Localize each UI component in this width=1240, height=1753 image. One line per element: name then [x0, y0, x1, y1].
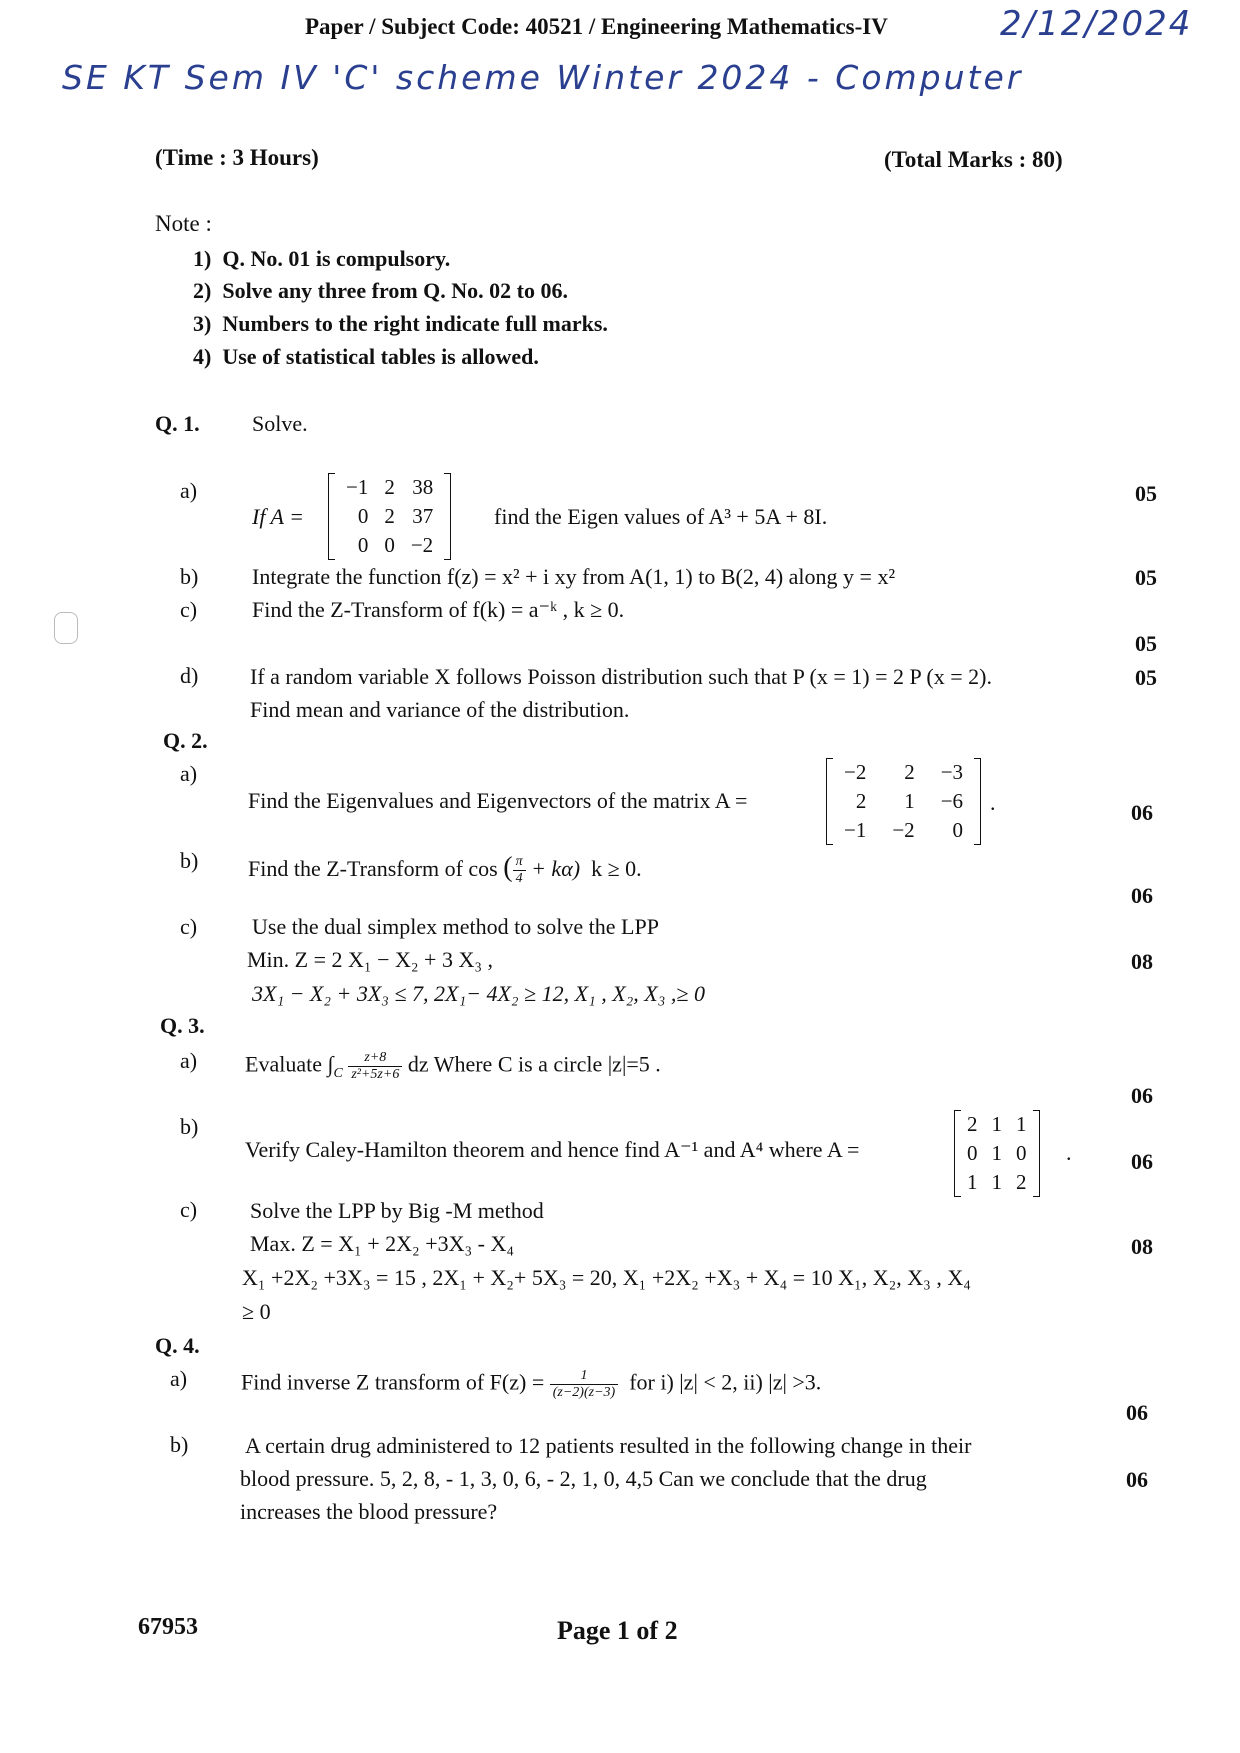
- note-item: 1) Q. No. 01 is compulsory.: [193, 246, 451, 271]
- matrix: −2 2 −3 2 1 −6 −1 −2 0: [826, 758, 981, 845]
- marks: 06: [1131, 1149, 1153, 1174]
- subquestion-label: a): [180, 761, 198, 786]
- page-number: Page 1 of 2: [557, 1616, 678, 1645]
- matrix: 2 1 1 0 1 0 1 1 2: [954, 1110, 1040, 1197]
- subquestion-label: b): [180, 1114, 199, 1139]
- subquestion-text: 3X₁ − X₂ + 3X₃ ≤ 7, 2X₁− 4X₂ ≥ 12, X₁ , X₂, X₃ ,≥ 0: [252, 981, 705, 1006]
- scan-mark: [54, 612, 78, 644]
- marks: 08: [1131, 1234, 1153, 1259]
- subquestion-text: Find mean and variance of the distribution.: [250, 697, 630, 722]
- subquestion-text: Evaluate $\int_C$ $\frac{z+8}{\text{z²+5z+6}}$ dz Where C is a circle |z|=5 .: [245, 1050, 661, 1082]
- subquestion-text: Use the dual simplex method to solve the LPP: [252, 914, 659, 939]
- notes-heading: Note :: [155, 211, 212, 236]
- total-marks: (Total Marks : 80): [884, 147, 1063, 172]
- marks: 05: [1135, 631, 1157, 656]
- subquestion-label: c): [180, 914, 198, 939]
- marks: 06: [1126, 1467, 1148, 1492]
- marks: 08: [1131, 949, 1153, 974]
- subquestion-text: Find inverse Z transform of F(z) = $\frac{1}{(z-2)(z-3)}$ for i) |z| < 2, ii) |z| >3.: [241, 1368, 822, 1400]
- subquestion-label: b): [180, 564, 199, 589]
- question-label: Q. 2.: [163, 728, 208, 753]
- subquestion-label: b): [170, 1432, 189, 1457]
- handwritten-exam-note: SE KT Sem IV 'C' scheme Winter 2024 - Computer: [62, 58, 1024, 97]
- marks: 06: [1131, 1083, 1153, 1108]
- subquestion-text: find the Eigen values of A³ + 5A + 8I.: [494, 504, 828, 529]
- subquestion-label: b): [180, 848, 199, 873]
- question-instruction: Solve.: [252, 411, 308, 436]
- question-label: Q. 1.: [155, 411, 200, 436]
- marks: 05: [1135, 665, 1157, 690]
- subquestion-text: If A =: [252, 504, 304, 529]
- footer-code: 67953: [138, 1614, 198, 1640]
- subquestion-text: X₁ +2X₂ +3X₃ = 15 , 2X₁ + X₂+ 5X₃ = 20, X₁ +2X₂ +X₃ + X₄ = 10 X₁, X₂, X₃ , X₄: [242, 1265, 971, 1290]
- question-label: Q. 3.: [160, 1013, 205, 1038]
- subquestion-text: increases the blood pressure?: [240, 1499, 498, 1524]
- marks: 05: [1135, 481, 1157, 506]
- subquestion-label: a): [180, 478, 198, 503]
- subquestion-text: Find the Z-Transform of cos ( $\frac{\pi}{4}$ + kα) k ≥ 0.: [248, 852, 642, 887]
- subquestion-text: Max. Z = X₁ + 2X₂ +3X₃ - X₄: [250, 1231, 515, 1256]
- subquestion-label: a): [170, 1366, 188, 1391]
- question-label: Q. 4.: [155, 1333, 200, 1358]
- subquestion-label: d): [180, 663, 199, 688]
- subquestion-text: Min. Z = 2 X₁ − X₂ + 3 X₃ ,: [247, 947, 494, 972]
- subquestion-text: ≥ 0: [242, 1299, 271, 1324]
- subquestion-text: Find the Eigenvalues and Eigenvectors of the matrix A =: [248, 788, 748, 813]
- marks: 06: [1131, 800, 1153, 825]
- subquestion-text: Verify Caley-Hamilton theorem and hence find A⁻¹ and A⁴ where A =: [245, 1137, 860, 1162]
- subquestion-label: c): [180, 597, 198, 622]
- handwritten-date: 2/12/2024: [1000, 4, 1193, 44]
- subquestion-text: A certain drug administered to 12 patients resulted in the following change in their: [245, 1433, 972, 1458]
- punctuation: .: [1066, 1140, 1072, 1165]
- marks: 06: [1126, 1400, 1148, 1425]
- subquestion-text: blood pressure. 5, 2, 8, - 1, 3, 0, 6, - 2, 1, 0, 4,5 Can we conclude that the drug: [240, 1466, 927, 1491]
- subquestion-text: If a random variable X follows Poisson distribution such that P (x = 1) = 2 P (x = 2).: [250, 664, 992, 689]
- matrix: −1 2 38 0 2 37 0 0 −2: [328, 473, 451, 560]
- punctuation: .: [990, 790, 996, 815]
- exam-time: (Time : 3 Hours): [155, 145, 319, 170]
- marks: 05: [1135, 565, 1157, 590]
- note-item: 3) Numbers to the right indicate full marks.: [193, 311, 608, 336]
- subquestion-text: Solve the LPP by Big -M method: [250, 1198, 544, 1223]
- note-item: 4) Use of statistical tables is allowed.: [193, 344, 539, 369]
- paper-code-header: Paper / Subject Code: 40521 / Engineering Mathematics-IV: [305, 14, 888, 39]
- subquestion-label: a): [180, 1048, 198, 1073]
- subquestion-label: c): [180, 1197, 198, 1222]
- subquestion-text: Integrate the function f(z) = x² + i xy from A(1, 1) to B(2, 4) along y = x²: [252, 564, 896, 589]
- marks: 06: [1131, 883, 1153, 908]
- note-item: 2) Solve any three from Q. No. 02 to 06.: [193, 278, 568, 303]
- subquestion-text: Find the Z-Transform of f(k) = a⁻ᵏ , k ≥ 0.: [252, 597, 625, 622]
